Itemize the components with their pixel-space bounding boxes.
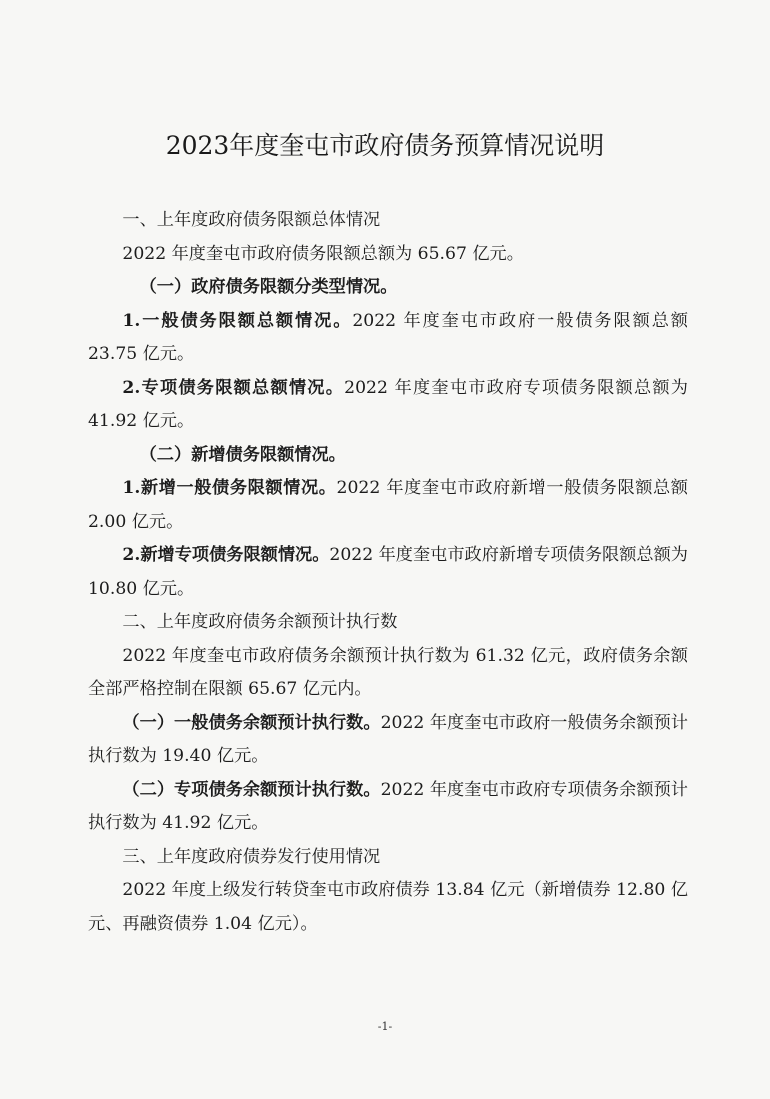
document-body <box>88 204 688 941</box>
item-lead: 2.专项债务限额总额情况。 <box>122 377 345 398</box>
item-lead: （二）专项债务余额预计执行数。 <box>122 779 381 800</box>
section-2-sub-2 <box>88 774 688 841</box>
section-1-sub-1-heading: （一）政府债务限额分类型情况。 <box>139 277 398 297</box>
section-1-sub-2-item-1 <box>88 472 688 539</box>
section-1-sub-1-item-2 <box>88 372 688 439</box>
item-lead: 2.新增专项债务限额情况。 <box>122 545 330 565</box>
section-2-heading: 二、上年度政府债务余额预计执行数 <box>122 612 398 632</box>
page-number: -1- <box>377 1020 393 1033</box>
item-text: 2022 年度奎屯市政府专项债务限额总额为 41.92 亿元。 <box>88 377 688 431</box>
section-1-sub-2-item-2 <box>88 539 688 606</box>
item-text: 2022 年度奎屯市政府一般债务限额总额 23.75 亿元。 <box>88 310 688 364</box>
document-title: 2023年度奎屯市政府债务预算情况说明 <box>165 131 605 160</box>
section-2-sub-1 <box>88 707 688 774</box>
section-3-heading: 三、上年度政府债券发行使用情况 <box>122 846 381 867</box>
item-lead: （一）一般债务余额预计执行数。 <box>122 712 381 733</box>
item-lead: 1.新增一般债务限额情况。 <box>122 478 337 498</box>
section-1-heading: 一、上年度政府债务限额总体情况 <box>122 210 381 230</box>
item-text: 2022 年度奎屯市政府专项债务余额预计执行数为 41.92 亿元。 <box>88 779 688 833</box>
section-1-sub-1-item-1 <box>88 305 688 372</box>
section-1-sub-2-heading: （二）新增债务限额情况。 <box>139 444 346 465</box>
item-lead: 1.一般债务限额总额情况。 <box>122 310 353 331</box>
section-3-paragraph: 2022 年度上级发行转贷奎屯市政府债券 13.84 亿元（新增债券 12.80 亿元、再融资债券 1.04 亿元）。 <box>88 880 688 934</box>
item-text: 2022 年度奎屯市政府新增一般债务限额总额 2.00 亿元。 <box>88 478 688 532</box>
section-1-paragraph: 2022 年度奎屯市政府债务限额总额为 65.67 亿元。 <box>122 243 524 264</box>
section-2-paragraph: 2022 年度奎屯市政府债务余额预计执行数为 61.32 亿元，政府债务余额全部严格控制在限额 65.67 亿元内。 <box>88 645 688 699</box>
item-text: 2022 年度奎屯市政府一般债务余额预计执行数为 19.40 亿元。 <box>88 712 688 766</box>
item-text: 2022 年度奎屯市政府新增专项债务限额总额为 10.80 亿元。 <box>88 545 688 599</box>
